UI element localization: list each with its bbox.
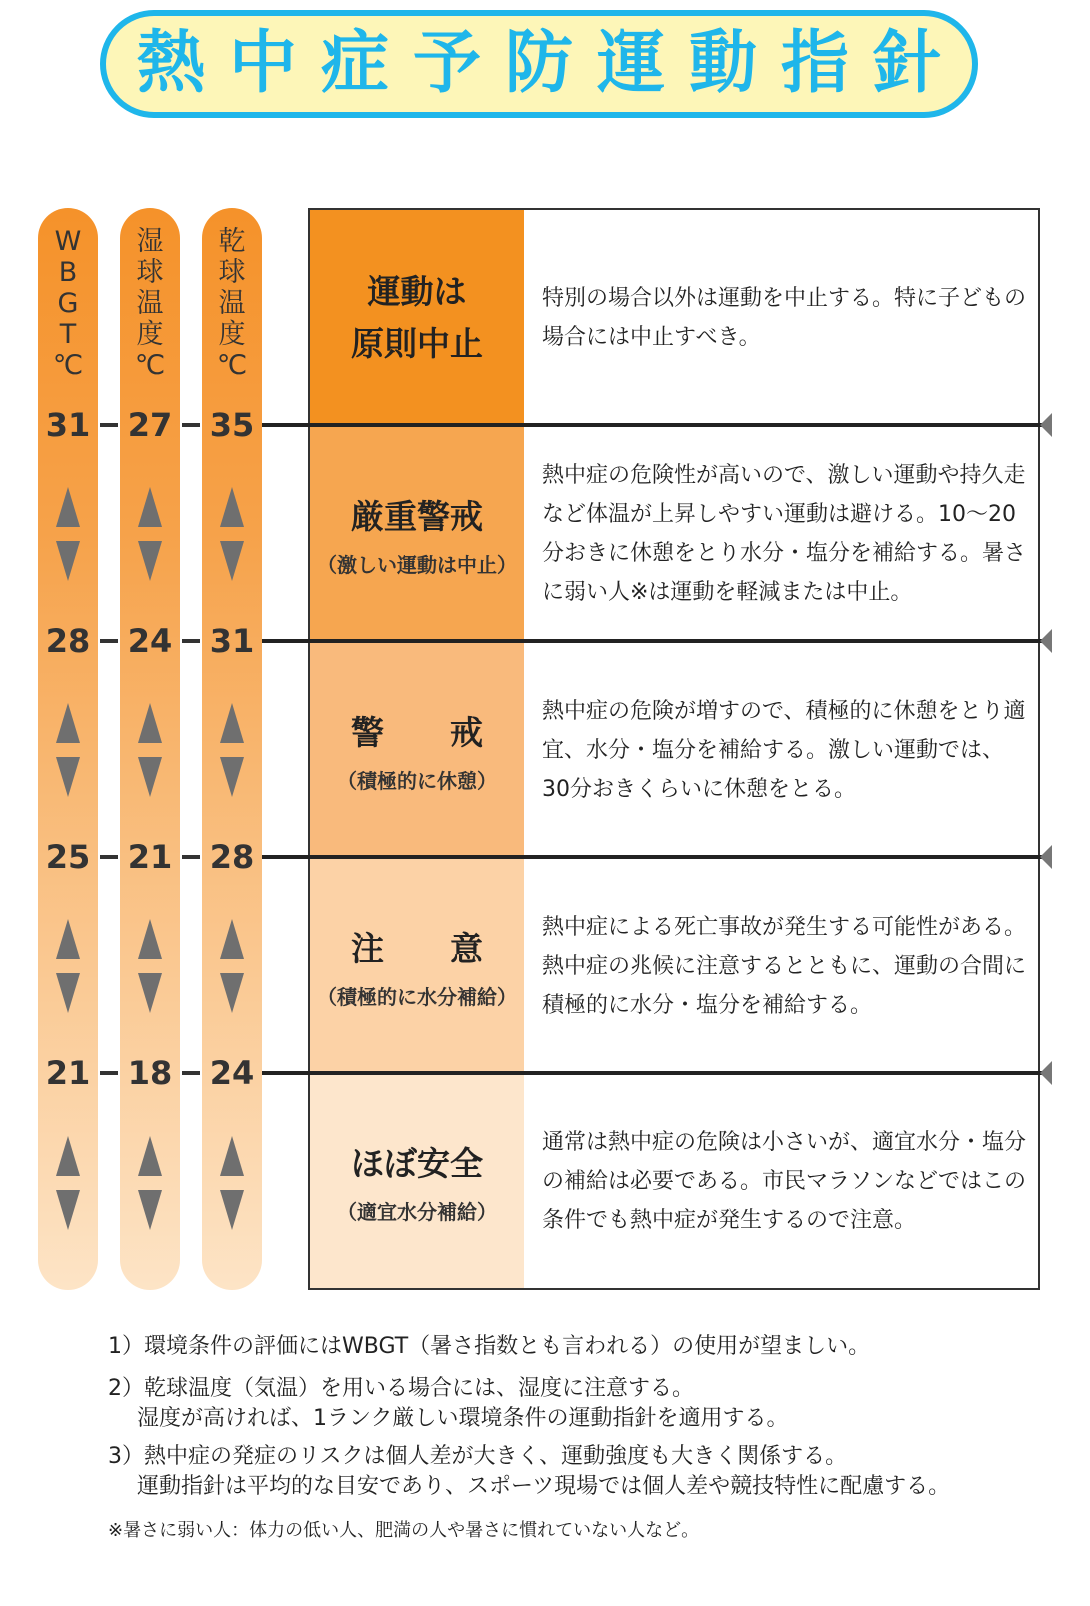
level-row-warning bbox=[310, 642, 1038, 858]
tick-connector bbox=[182, 423, 200, 427]
level-row-stop bbox=[310, 210, 1038, 426]
level-title: 厳重警戒 bbox=[351, 496, 483, 536]
title-banner bbox=[100, 10, 978, 118]
arrow-down-icon bbox=[56, 541, 80, 581]
level-description: 特別の場合以外は運動を中止する。特に子どもの場合には中止すべき。 bbox=[542, 286, 1027, 350]
tick-connector bbox=[100, 639, 118, 643]
label-char: 球 bbox=[218, 257, 246, 288]
boundary-marker-icon bbox=[1040, 845, 1052, 869]
label-char: W bbox=[54, 226, 82, 257]
level-title: 警 戒 bbox=[351, 712, 483, 752]
level-row-severe bbox=[310, 426, 1038, 642]
label-char: 球 bbox=[136, 257, 164, 288]
label-char: T bbox=[59, 319, 77, 350]
arrow-up-icon bbox=[56, 703, 80, 743]
wet-bulb-bar bbox=[120, 208, 180, 1290]
label-char: 温 bbox=[218, 288, 246, 319]
label-char: 度 bbox=[136, 319, 164, 350]
label-char: ℃ bbox=[134, 350, 166, 381]
arrow-down-icon bbox=[138, 757, 162, 797]
arrow-up-icon bbox=[138, 1136, 162, 1176]
arrow-up-icon bbox=[220, 1136, 244, 1176]
label-char: 度 bbox=[218, 319, 246, 350]
tick-value: 27 bbox=[127, 406, 173, 444]
arrow-up-icon bbox=[138, 487, 162, 527]
boundary-marker-icon bbox=[1040, 1061, 1052, 1085]
label-char: 湿 bbox=[136, 226, 164, 257]
tick-value: 24 bbox=[127, 622, 173, 660]
tick-value: 28 bbox=[45, 622, 91, 660]
level-description: 熱中症の危険が増すので、積極的に休憩をとり適宜、水分・塩分を補給する。激しい運動では、30分おきくらいに休憩をとる。 bbox=[542, 698, 1026, 802]
tick-value: 35 bbox=[209, 406, 255, 444]
wet-bulb-label bbox=[120, 226, 180, 381]
level-title: 原則中止 bbox=[351, 324, 483, 363]
arrow-up-icon bbox=[220, 487, 244, 527]
level-subtitle: （積極的に休憩） bbox=[337, 768, 497, 793]
note-3: 3）熱中症の発症のリスクは個人差が大きく、運動強度も大きく関係する。 bbox=[108, 1444, 848, 1469]
level-title: 運動は bbox=[367, 272, 467, 311]
label-char: 温 bbox=[136, 288, 164, 319]
arrow-down-icon bbox=[220, 1190, 244, 1230]
boundary-line bbox=[262, 1071, 1042, 1075]
tick-value: 31 bbox=[209, 622, 255, 660]
label-char: ℃ bbox=[216, 350, 248, 381]
arrow-up-icon bbox=[138, 703, 162, 743]
arrow-down-icon bbox=[56, 1190, 80, 1230]
arrow-down-icon bbox=[56, 757, 80, 797]
level-title: 注 意 bbox=[351, 928, 483, 968]
tick-value: 24 bbox=[209, 1054, 255, 1092]
boundary-line bbox=[262, 423, 1042, 427]
level-row-caution bbox=[310, 858, 1038, 1074]
level-subtitle: （積極的に水分補給） bbox=[317, 984, 517, 1009]
level-subtitle: （激しい運動は中止） bbox=[317, 552, 517, 577]
guideline-table bbox=[308, 208, 1040, 1290]
tick-value: 21 bbox=[127, 838, 173, 876]
level-category bbox=[310, 642, 524, 858]
tick-connector bbox=[182, 855, 200, 859]
note-3-cont: 運動指針は平均的な目安であり、スポーツ現場では個人差や競技特性に配慮する。 bbox=[108, 1474, 951, 1499]
tick-connector bbox=[100, 423, 118, 427]
tick-connector bbox=[182, 1071, 200, 1075]
tick-connector bbox=[182, 639, 200, 643]
arrow-down-icon bbox=[220, 541, 244, 581]
boundary-line bbox=[262, 855, 1042, 859]
label-char: 乾 bbox=[218, 226, 246, 257]
level-description: 熱中症の危険性が高いので、激しい運動や持久走など体温が上昇しやすい運動は避ける。10〜20分おきに休憩をとり水分・塩分を補給する。暑さに弱い人※は運動を軽減または中止。 bbox=[542, 463, 1027, 605]
level-title: ほぼ安全 bbox=[351, 1143, 483, 1183]
arrow-down-icon bbox=[138, 1190, 162, 1230]
label-char: G bbox=[57, 288, 79, 319]
tick-value: 21 bbox=[45, 1054, 91, 1092]
footnote: ※暑さに弱い人：体力の低い人、肥満の人や暑さに慣れていない人など。 bbox=[108, 1520, 700, 1541]
level-subtitle: （適宜水分補給） bbox=[337, 1199, 497, 1224]
note-1: 1）環境条件の評価にはWBGT（暑さ指数とも言われる）の使用が望ましい。 bbox=[108, 1334, 871, 1359]
note-2: 2）乾球温度（気温）を用いる場合には、湿度に注意する。 bbox=[108, 1376, 694, 1401]
arrow-up-icon bbox=[56, 919, 80, 959]
arrow-down-icon bbox=[56, 973, 80, 1013]
wbgt-label bbox=[38, 226, 98, 381]
boundary-marker-icon bbox=[1040, 413, 1052, 437]
tick-value: 31 bbox=[45, 406, 91, 444]
wbgt-bar bbox=[38, 208, 98, 1290]
tick-value: 28 bbox=[209, 838, 255, 876]
level-category bbox=[310, 210, 524, 426]
arrow-down-icon bbox=[220, 973, 244, 1013]
level-description: 熱中症による死亡事故が発生する可能性がある。熱中症の兆候に注意するとともに、運動の合間に積極的に水分・塩分を補給する。 bbox=[542, 914, 1027, 1018]
boundary-line bbox=[262, 639, 1042, 643]
tick-value: 25 bbox=[45, 838, 91, 876]
dry-bulb-bar bbox=[202, 208, 262, 1290]
arrow-up-icon bbox=[220, 919, 244, 959]
arrow-up-icon bbox=[56, 1136, 80, 1176]
level-category bbox=[310, 1074, 524, 1288]
label-char: ℃ bbox=[52, 350, 84, 381]
level-category bbox=[310, 858, 524, 1074]
level-category bbox=[310, 426, 524, 642]
tick-value: 18 bbox=[127, 1054, 173, 1092]
arrow-up-icon bbox=[138, 919, 162, 959]
tick-connector bbox=[100, 1071, 118, 1075]
arrow-down-icon bbox=[138, 541, 162, 581]
arrow-down-icon bbox=[220, 757, 244, 797]
boundary-marker-icon bbox=[1040, 629, 1052, 653]
page-title: 熱中症予防運動指針 bbox=[136, 24, 965, 103]
arrow-up-icon bbox=[220, 703, 244, 743]
level-row-safe bbox=[310, 1074, 1038, 1288]
note-2-cont: 湿度が高ければ、1ランク厳しい環境条件の運動指針を適用する。 bbox=[108, 1406, 789, 1431]
arrow-down-icon bbox=[138, 973, 162, 1013]
tick-connector bbox=[100, 855, 118, 859]
level-description: 通常は熱中症の危険は小さいが、適宜水分・塩分の補給は必要である。市民マラソンなどではこの条件でも熱中症が発生するので注意。 bbox=[542, 1129, 1027, 1233]
arrow-up-icon bbox=[56, 487, 80, 527]
label-char: B bbox=[58, 257, 78, 288]
dry-bulb-label bbox=[202, 226, 262, 381]
